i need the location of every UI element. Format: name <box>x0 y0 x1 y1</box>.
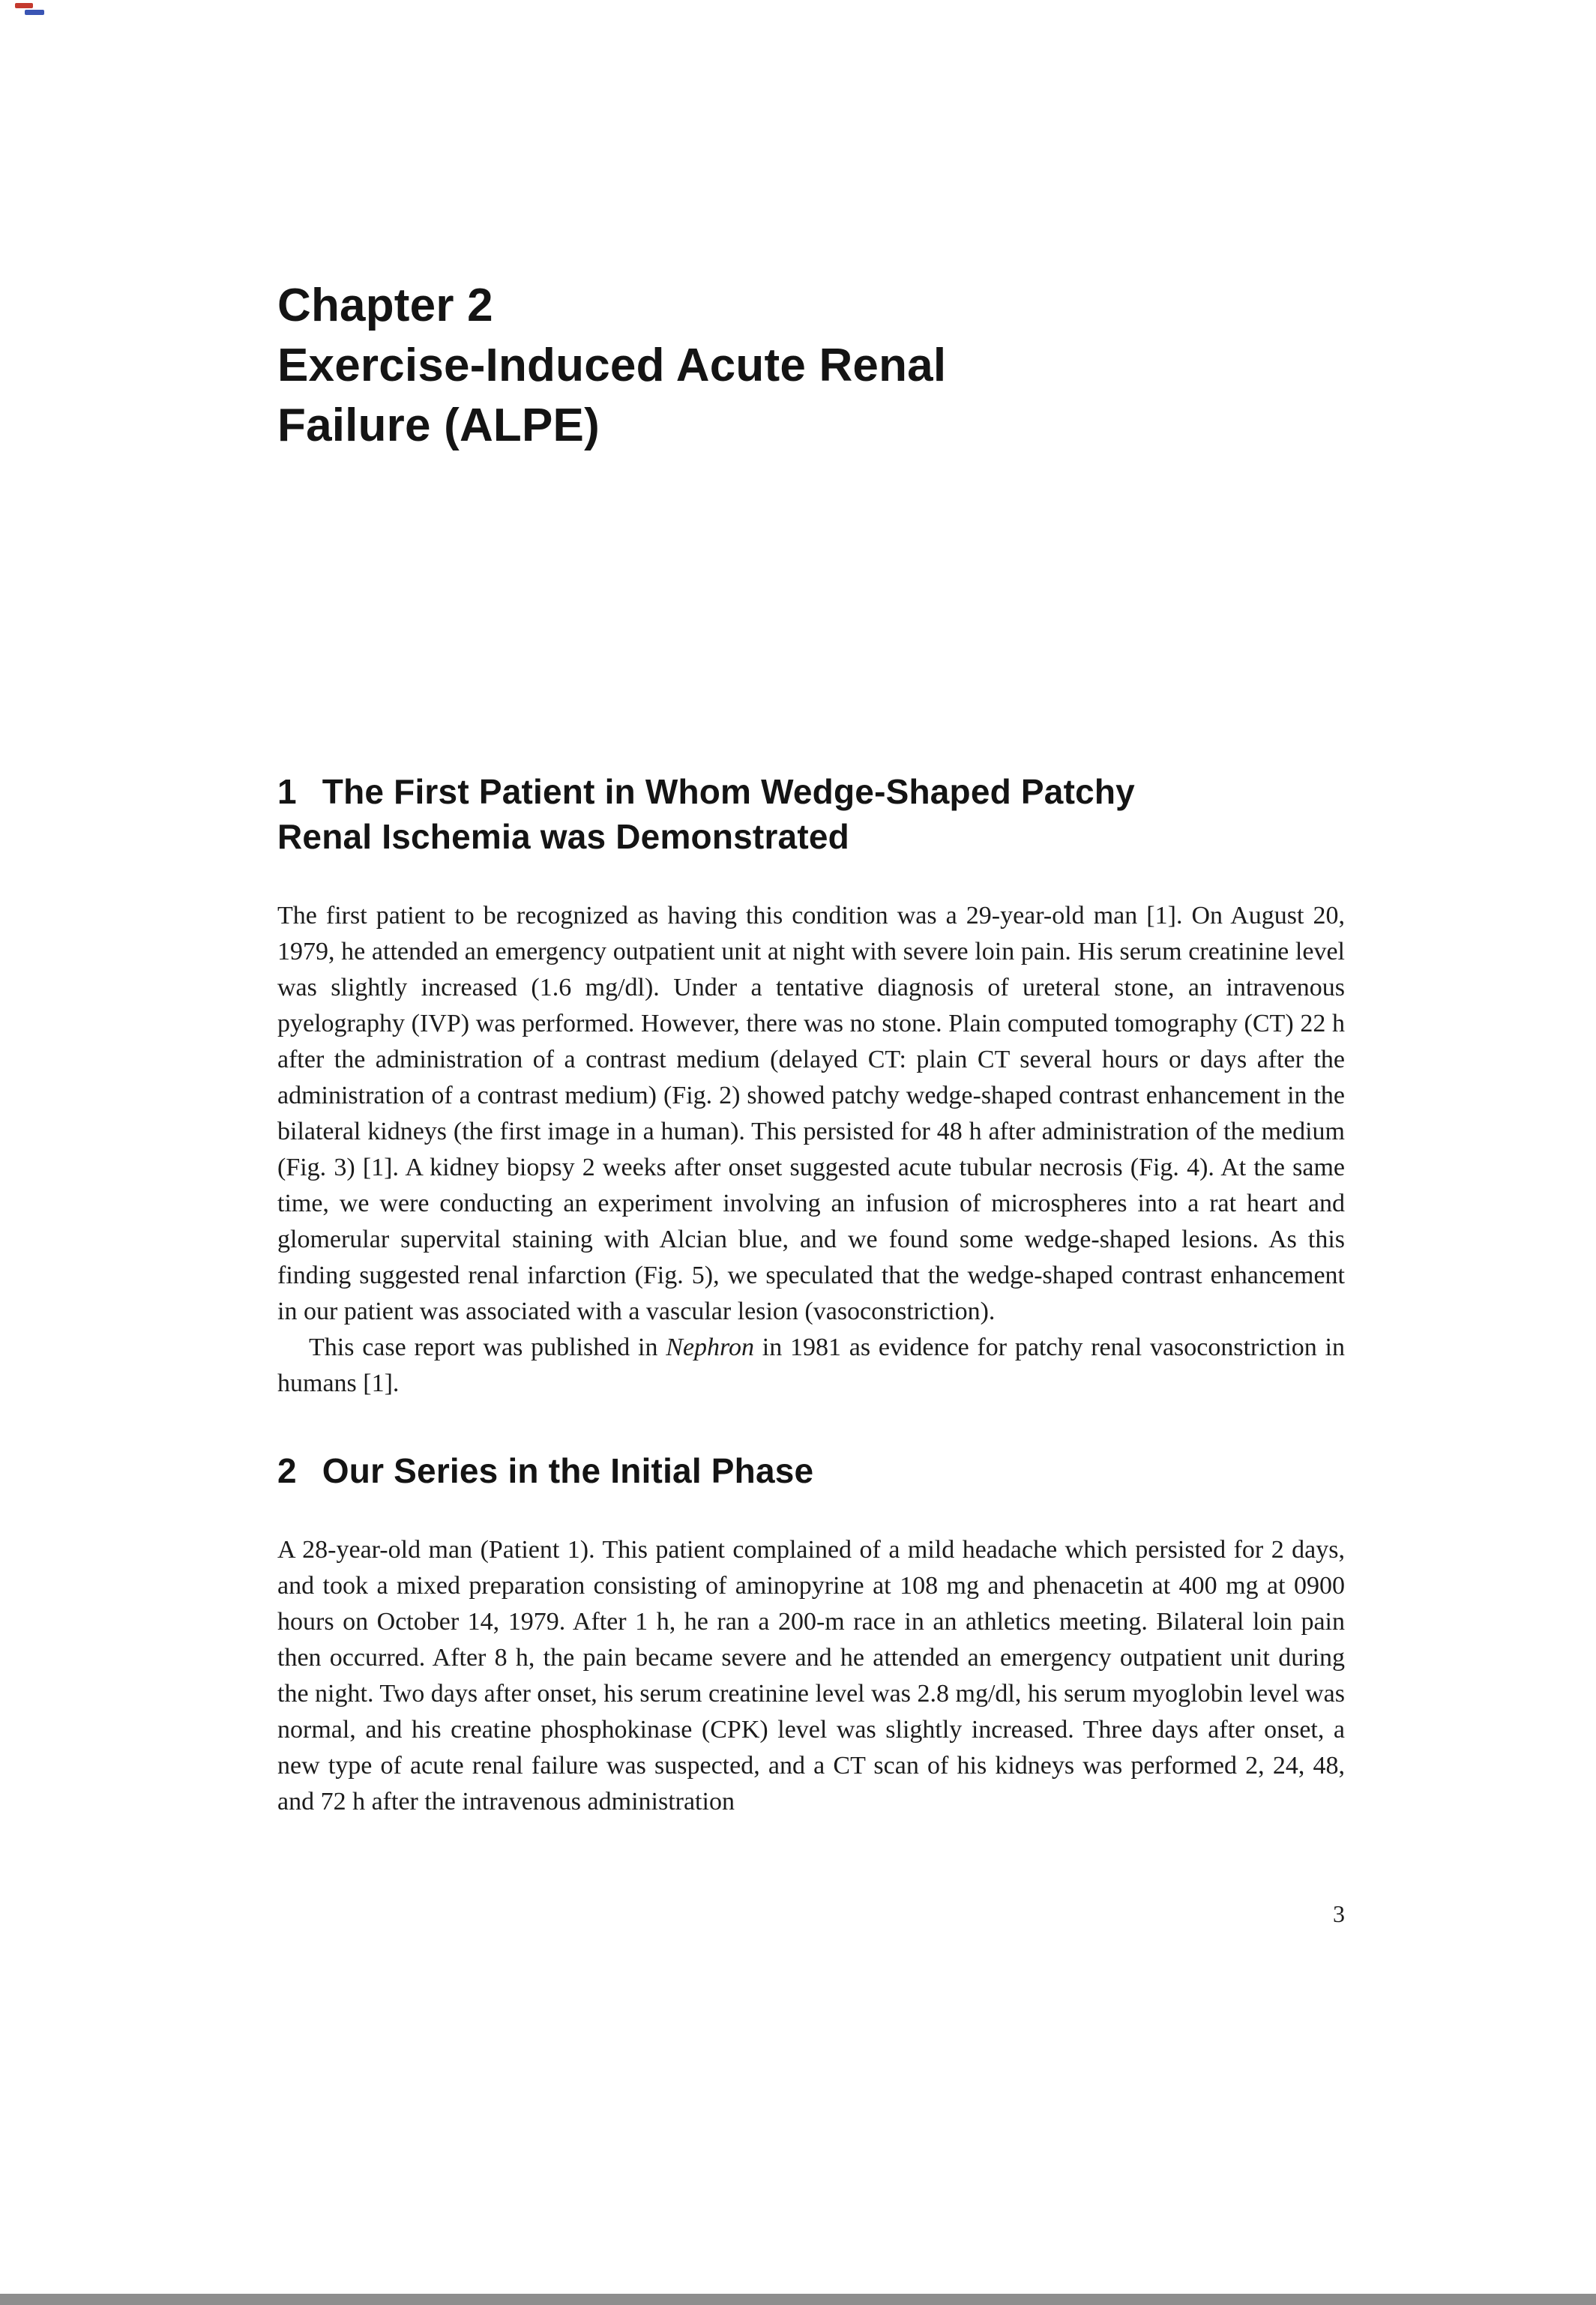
section-heading-line <box>277 769 1345 814</box>
text-segment: This case report was published in <box>309 1334 666 1361</box>
scan-artifact-red <box>15 3 33 8</box>
page-gap-divider <box>0 2294 1596 2305</box>
section-1 <box>277 769 1345 1402</box>
section-title-text: Our Series in the Initial Phase <box>322 1451 814 1490</box>
paragraph <box>277 1330 1345 1402</box>
paragraph <box>277 898 1345 1330</box>
section-2 <box>277 1448 1345 1820</box>
chapter-title <box>277 0 1345 456</box>
chapter-title-line: Failure (ALPE) <box>277 400 600 451</box>
page-number: 3 <box>1333 1900 1345 1927</box>
scan-artifact-blue <box>25 10 44 15</box>
page-content <box>277 0 1345 1928</box>
text-segment: in 1981 as evidence for patchy renal vasoconstriction in humans [1]. <box>277 1334 1345 1397</box>
text-segment: Nephron <box>666 1334 755 1361</box>
section-heading <box>277 1448 1345 1493</box>
section-title-text: Renal Ischemia was Demonstrated <box>277 817 849 856</box>
section-number: 1 <box>277 772 297 811</box>
chapter-title-line: Chapter 2 <box>277 280 493 331</box>
section-heading-line <box>277 814 1345 859</box>
chapter-title-line: Exercise-Induced Acute Renal <box>277 340 947 391</box>
text-segment: A 28-year-old man (Patient 1). This patient complained of a mild headache which persisted for 2 days, and took a mixed preparation consisting of aminopyrine at 108 mg and phenacetin at 400 mg at 0900 hours on October 14, 1979. After 1 h, he ran a 200-m race in an athletics meeting. Bilateral loin pain then occurred. After 8 h, the pain became severe and he attended an emergency outpatient unit during the night. Two days after onset, his serum creatinine level was 2.8 mg/dl, his serum myoglobin level was normal, and his creatine phosphokinase (CPK) level was slightly increased. Three days after onset, a new type of acute renal failure was suspected, and a CT scan of his kidneys was performed 2, 24, 48, and 72 h after the intravenous administration <box>277 1536 1345 1816</box>
section-heading <box>277 769 1345 859</box>
text-segment: The first patient to be recognized as having this condition was a 29-year-old man [1]. On August 20, 1979, he attended an emergency outpatient unit at night with severe loin pain. His serum creatinine level was slightly increased (1.6 mg/dl). Under a tentative diagnosis of ureteral stone, an intravenous pyelography (IVP) was performed. However, there was no stone. Plain computed tomography (CT) 22 h after the administration of a contrast medium (delayed CT: plain CT several hours or days after the administration of a contrast medium) (Fig. 2) showed patchy wedge-shaped contrast enhancement in the bilateral kidneys (the first image in a human). This persisted for 48 h after administration of the medium (Fig. 3) [1]. A kidney biopsy 2 weeks after onset suggested acute tubular necrosis (Fig. 4). At the same time, we were conducting an experiment involving an infusion of microspheres into a rat heart and glomerular supervital staining with Alcian blue, and we found some wedge-shaped lesions. As this finding suggested renal infarction (Fig. 5), we speculated that the wedge-shaped contrast enhancement in our patient was associated with a vascular lesion (vasoconstriction). <box>277 902 1345 1325</box>
section-number: 2 <box>277 1451 297 1490</box>
sections <box>277 769 1345 1820</box>
paragraph <box>277 1532 1345 1820</box>
section-title-text: The First Patient in Whom Wedge-Shaped Patchy <box>322 772 1135 811</box>
section-heading-line <box>277 1448 1345 1493</box>
